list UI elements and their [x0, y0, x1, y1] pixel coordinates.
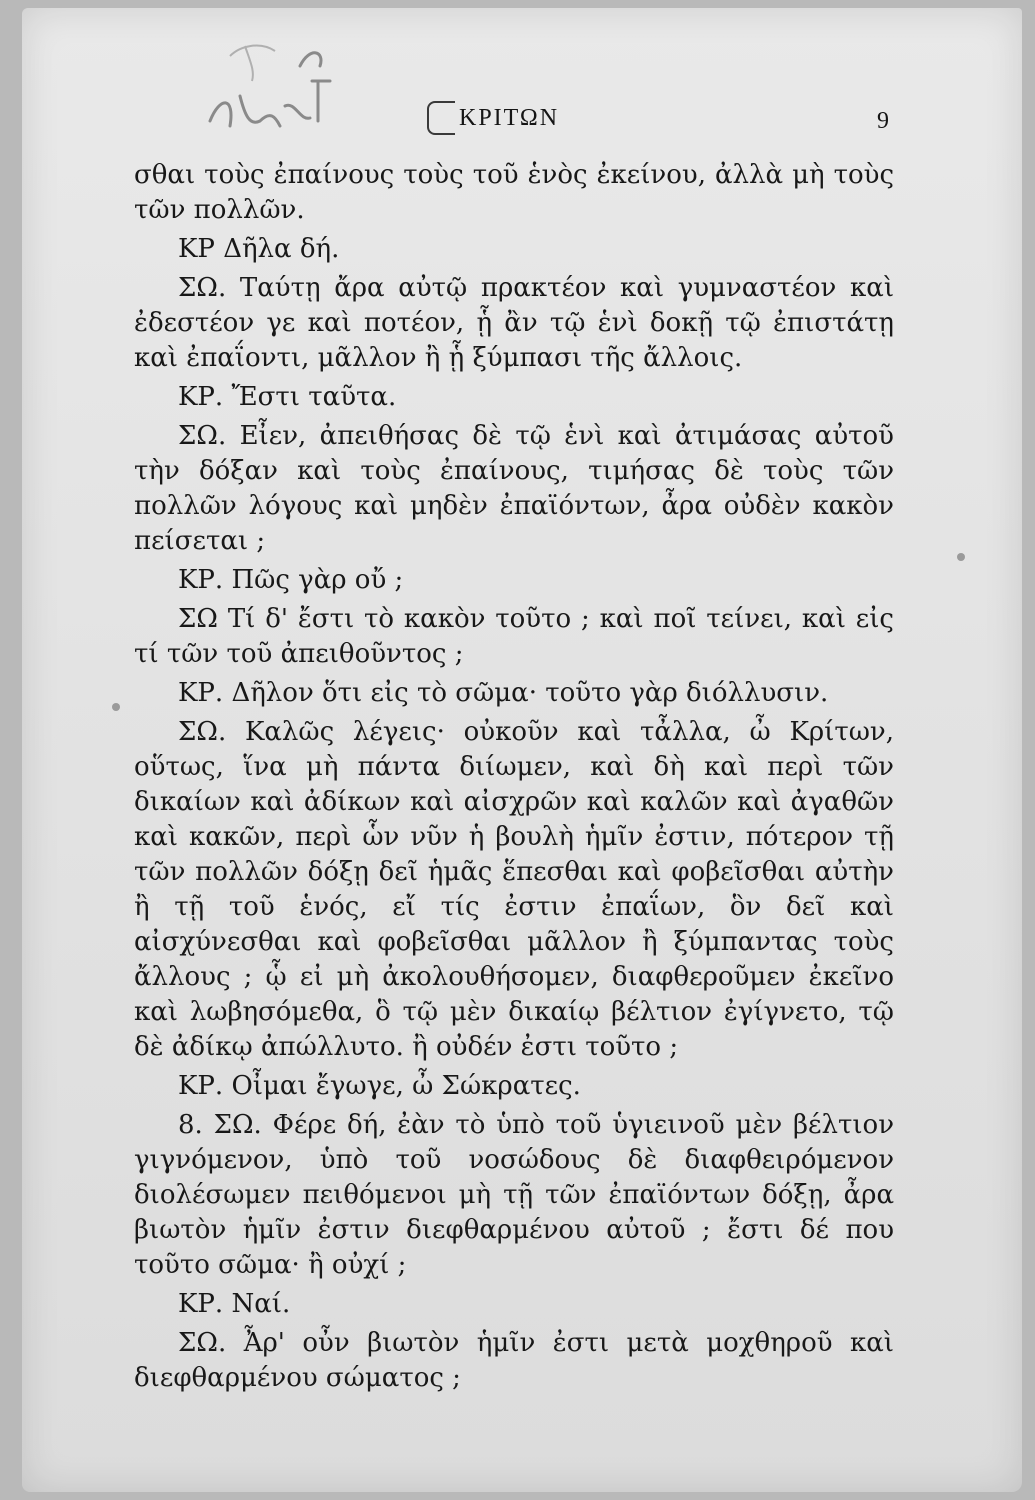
paragraph-text: Ταύτῃ ἄρα αὐτῷ πρακτέον καὶ γυμναστέον καὶ ἐδεστέον γε καὶ ποτέον, ᾗ ἂν τῷ ἑνὶ δοκῇ τῷ ἐπιστάτῃ καὶ ἐπαΐοντι, μᾶλλον ἢ ᾗ ξύμπασι τῆς ἄλλοις.	[134, 273, 895, 373]
paragraph	[134, 602, 894, 672]
paragraph-text: Δῆλα δή.	[223, 234, 340, 264]
paragraph-text: Πῶς γὰρ οὔ ;	[231, 565, 404, 595]
speaker: ΣΩ.	[178, 1328, 227, 1358]
paragraph	[134, 676, 894, 711]
speaker: ΣΩ	[178, 604, 218, 634]
speaker: ΚΡ.	[178, 382, 224, 412]
paragraph	[134, 380, 894, 415]
paragraph-text: Ἔστι ταῦτα.	[231, 382, 397, 412]
paragraph-text: Καλῶς λέγεις· οὐκοῦν καὶ τἆλλα, ὦ Κρίτων, οὕτως, ἵνα μὴ πάντα διίωμεν, καὶ δὴ καὶ περὶ τῶν δικαίων καὶ ἀδίκων καὶ αἰσχρῶν καὶ καλῶν καὶ ἀγαθῶν καὶ κακῶν, περὶ ὧν νῦν ἡ βουλὴ ἡμῖν ἐστιν, πότερον τῇ τῶν πολλῶν δόξῃ δεῖ ἡμᾶς ἕπεσθαι καὶ φοβεῖσθαι αὐτὴν ἢ τῇ τοῦ ἑνός, εἴ τίς ἐστιν ἐπαΐων, ὃν δεῖ καὶ αἰσχύνεσθαι καὶ φοβεῖσθαι μᾶλλον ἢ ξύμπαντας τοὺς ἄλλους ; ᾧ εἰ μὴ ἀκολουθήσομεν, διαφθεροῦμεν ἐκεῖνο καὶ λωβησόμεθα, ὃ τῷ μὲν δικαίῳ βέλτιον ἐγίγνετο, τῷ δὲ ἀδίκῳ ἀπώλλυτο. ἢ οὐδέν ἐστι τοῦτο ;	[134, 717, 894, 1062]
paragraph-text: Οἶμαι ἔγωγε, ὦ Σώκρατες.	[231, 1071, 581, 1101]
ink-spot	[957, 553, 965, 561]
paragraph-text: Φέρε δή, ἐὰν τὸ ὑπὸ τοῦ ὑγιεινοῦ μὲν βέλτιον γιγνόμενον, ὑπὸ τοῦ νοσώδους δὲ διαφθειρόμενον διολέσωμεν πειθόμενοι μὴ τῇ τῶν ἐπαϊόντων δόξῃ, ἆρα βιωτὸν ἡμῖν ἐστιν διεφθαρμένου αὐτοῦ ; ἔστι δέ που τοῦτο σῶμα· ἢ οὐχί ;	[134, 1110, 894, 1280]
ink-spot	[112, 703, 120, 711]
paragraph	[134, 1069, 894, 1104]
speaker: ΣΩ.	[178, 717, 227, 747]
speaker: 8. ΣΩ.	[178, 1110, 262, 1140]
speaker: ΚΡ.	[178, 565, 224, 595]
paragraph-text: Δῆλον ὅτι εἰς τὸ σῶμα· τοῦτο γὰρ διόλλυσιν.	[231, 678, 829, 708]
speaker: ΚΡ.	[178, 678, 224, 708]
speaker: ΚΡ.	[178, 1071, 224, 1101]
paragraph	[134, 563, 894, 598]
book-page	[22, 8, 1022, 1492]
paragraph	[134, 1326, 894, 1396]
speaker: ΣΩ.	[178, 273, 227, 303]
pencil-annotation	[200, 26, 350, 146]
paragraph-text: Ἆρ' οὖν βιωτὸν ἡμῖν ἐστι μετὰ μοχθηροῦ καὶ διεφθαρμένου σώματος ;	[134, 1328, 894, 1393]
paragraph-text: Τί δ' ἔστι τὸ κακὸν τοῦτο ; καὶ ποῖ τείνει, καὶ εἰς τί τῶν τοῦ ἀπειθοῦντος ;	[134, 604, 894, 669]
page-number: 9	[877, 108, 889, 134]
speaker: ΚΡ	[178, 234, 215, 264]
paragraph-text: Ναί.	[231, 1289, 291, 1319]
speaker: ΣΩ.	[178, 421, 227, 451]
paragraph-text: Εἶεν, ἀπειθήσας δὲ τῷ ἑνὶ καὶ ἀτιμάσας αὐτοῦ τὴν δόξαν καὶ τοὺς ἐπαίνους, τιμήσας δὲ τοὺς τῶν πολλῶν λόγους καὶ μηδὲν ἐπαϊόντων, ἆρα οὐδὲν κακὸν πείσεται ;	[134, 421, 894, 556]
paragraph	[134, 158, 894, 228]
bracket-ornament	[427, 101, 455, 135]
page-body	[134, 158, 894, 1400]
paragraph	[134, 1108, 894, 1283]
paragraph-text: σθαι τοὺς ἐπαίνους τοὺς τοῦ ἑνὸς ἐκείνου, ἀλλὰ μὴ τοὺς τῶν πολλῶν.	[134, 160, 894, 225]
page-title: ΚΡΙΤΩΝ	[459, 104, 560, 131]
paragraph	[134, 232, 894, 267]
paragraph	[134, 1287, 894, 1322]
running-head	[427, 98, 559, 138]
paragraph	[134, 715, 894, 1065]
speaker: ΚΡ.	[178, 1289, 224, 1319]
paragraph	[134, 419, 894, 559]
paragraph	[134, 271, 894, 376]
